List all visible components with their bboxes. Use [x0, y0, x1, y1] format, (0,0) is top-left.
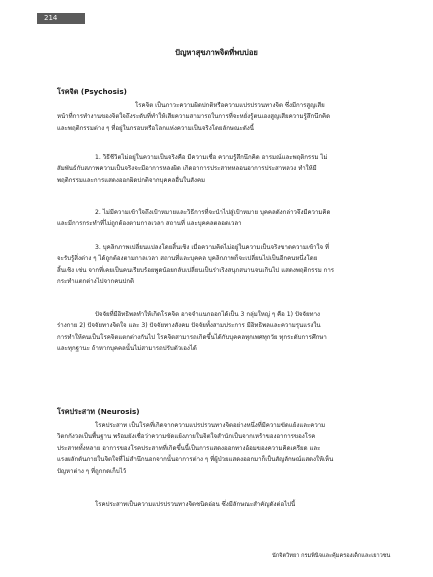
neurosis-intro-paragraph — [57, 420, 387, 477]
page-number-tab — [37, 13, 85, 24]
neurosis-types-intro — [57, 499, 387, 510]
section-heading-psychosis: โรคจิต (Psychosis) — [57, 87, 127, 96]
paragraph-line: โรคประสาทเป็นความแปรปรวนทางจิตชนิดอ่อน ซึ่งมีลักษณะสำคัญดังต่อไปนี้ — [95, 501, 296, 508]
paragraph-line: ปัจจัยที่มีอิทธิพลทำให้เกิดโรคจิต อาจจำแนกออกได้เป็น 3 กลุ่มใหญ่ ๆ คือ 1) ปัจจัยทาง — [95, 311, 320, 318]
paragraph-line: โรคจิต เป็นภาวะความผิดปกติหรือความแปรปรวนทางจิต ซึ่งมีการสูญเสีย — [135, 102, 325, 109]
paragraph-line: และพฤติกรรมต่าง ๆ ที่อยู่ในกรอบหรือโลกแห่งความเป็นจริงโดยลักษณะดังนี้ — [57, 124, 254, 132]
psychosis-item-1 — [57, 152, 387, 186]
psychosis-item-2 — [57, 207, 387, 230]
page-number: 214 — [44, 14, 58, 22]
psychosis-item-3 — [57, 242, 387, 288]
page-footer: นักจิตวิทยา กรมพินิจและคุ้มครองเด็กและเยาวชน — [272, 553, 391, 559]
paragraph-line: 2. ไม่มีความเข้าใจถึงเป้าหมายและวิธีการที่จะนำไปสู่เป้าหมาย บุคคลดังกล่าวจึงมีความคิด — [95, 209, 331, 216]
paragraph-line: และมีการกระทำที่ไม่ถูกต้องตามกาลเวลา สถานที่ และบุคคลตลอดเวลา — [57, 220, 242, 228]
section-heading-neurosis: โรคประสาท (Neurosis) — [57, 407, 140, 416]
page-title: ปัญหาสุขภาพจิตที่พบบ่อย — [175, 48, 258, 57]
paragraph-line: สิ้นเชิง เช่น จากที่เคยเป็นคนเรียบร้อยพูดน้อยกลับเปลี่ยนเป็นร่าเริงสนุกสนานจนเกินไป แสดงพฤติกรรม การ — [57, 266, 335, 274]
paragraph-line: จะรับรู้สิ่งต่าง ๆ ได้ถูกต้องตามกาลเวลา สถานที่และบุคคล บุคลิกภาพก็จะเปลี่ยนไปเป็นอีกคนหนึ่งโดย — [57, 255, 318, 263]
paragraph-line: กระทำแตกต่างไปจากคนปกติ — [57, 278, 134, 286]
paragraph-line: และทุกฐานะ ถ้าหากบุคคลนั้นไม่สามารถปรับตัวเองได้ — [57, 345, 197, 353]
psychosis-intro-paragraph — [57, 100, 387, 134]
paragraph-line: 3. บุคลิกภาพเปลี่ยนแปลงโดยสิ้นเชิง เมื่อความคิดไม่อยู่ในความเป็นจริงขาดความเข้าใจ ที่ — [95, 244, 330, 251]
paragraph-line: พฤติกรรมและการแสดงออกผิดปกติจากบุคคลอื่นในสังคม — [57, 176, 206, 184]
paragraph-line: แรงผลักดันภายในจิตใจที่ไม่สำนึกนอกจากนั้นอาการต่าง ๆ ที่ผู้ป่วยแสดงออกมาก็เป็นสัญลักษณ์แสดงให้เห็น — [57, 456, 334, 464]
paragraph-line: สัมพันธ์กับสภาพความเป็นจริงจะมีอาการหลงผิด เกิดอาการประสาทหลอนอาการประสาทลวง ทำให้มี — [57, 165, 317, 173]
paragraph-line: วิตกกังวลเป็นพื้นฐาน พร้อมยังเชื่อว่าความขัดแย้งภายในจิตใจสำนักเป็นจากเหร้าของอาการของโรค — [57, 433, 316, 441]
paragraph-line: การทำให้คนเป็นโรคจิตแตกต่างกันไป โรคจิตสามารถเกิดขึ้นได้กับบุคคลทุกเพศทุกวัย ทุกระดับการศึกษา — [57, 333, 327, 341]
paragraph-line: โรคประสาท เป็นโรคที่เกิดจากความแปรปรวนทางจิตอย่างหนึ่งที่มีความขัดแย้งและความ — [95, 422, 326, 429]
psychosis-causes-paragraph — [57, 309, 387, 355]
paragraph-line: ปัญหาต่าง ๆ ที่ถูกกดเก็บไว้ — [57, 467, 127, 475]
paragraph-line: 1. วิธีชีวิตไม่อยู่ในความเป็นจริงคือ มีความเชื่อ ความรู้สึกนึกคิด อารมณ์และพฤติกรรม ไม่ — [95, 154, 328, 161]
paragraph-line: ประสาททั้งหลาย อาการของโรคประสาทที่เกิดขึ้นนี้เป็นการแสดงออกทางอ้อมของความคิดเครียด และ — [57, 444, 321, 452]
paragraph-line: ร่างกาย 2) ปัจจัยทางจิตใจ และ 3) ปัจจัยทางสังคม ปัจจัยทั้งสามประการ มีอิทธิพลและความรุนแรงใน — [57, 322, 321, 330]
paragraph-line: หน้าที่การทำงานของจิตใจถึงระดับที่ทำให้เสียความสามารถในการที่จะหยั่งรู้ตนเองสูญเสียความรู้สึกนึกคิด — [57, 113, 331, 121]
